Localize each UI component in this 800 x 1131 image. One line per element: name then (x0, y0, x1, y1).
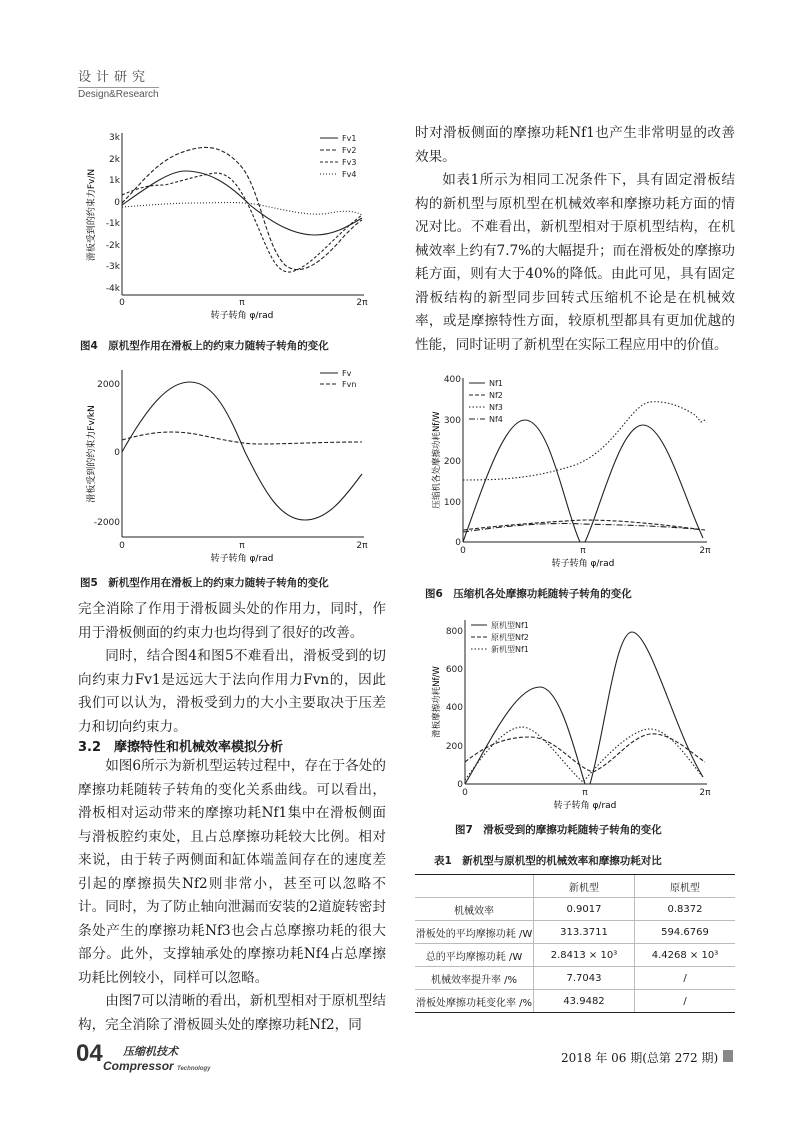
fig6-legend: Nf4 (489, 415, 503, 424)
table-header-row (415, 875, 735, 898)
table-cell: 313.3711 (534, 921, 635, 944)
fig6-xtick: π (580, 546, 586, 556)
table-row (415, 967, 735, 990)
right-p1: 时对滑板侧面的摩擦功耗Nf1也产生非常明显的改善效果。 (415, 125, 735, 165)
fig4-ytick: 0 (114, 198, 120, 208)
issue-info: 2018 年 06 期(总第 272 期) (561, 1051, 719, 1065)
fig6-series-Nf2 (463, 520, 705, 530)
left-paragraphs (78, 598, 386, 739)
table-cell: 7.7043 (534, 967, 635, 990)
fig7-legend: 新机型Nf1 (491, 645, 529, 654)
table-cell: 机械效率提升率 /% (415, 967, 534, 990)
fig5-caption: 图5 新机型作用在滑板上的约束力随转子转角的变化 (80, 577, 329, 589)
table-header-cell (415, 875, 534, 898)
table-row (415, 898, 735, 921)
page-number (76, 1040, 103, 1068)
fig7-legend: 原机型Nf2 (491, 633, 529, 642)
table-cell: 4.4268 × 10³ (635, 944, 736, 967)
fig6-ylabel: 压缩机各处摩擦功耗Nf/W (432, 411, 442, 509)
table-cell: 0.9017 (534, 898, 635, 921)
fig4-legend: Fv2 (342, 146, 357, 155)
magazine-name-sub: Technology (177, 1066, 211, 1072)
fig4-ytick: -4k (105, 284, 120, 294)
table-cell: 43.9482 (534, 990, 635, 1013)
fig6-xlabel: 转子转角 φ/rad (551, 559, 615, 569)
table-cell: 滑板处摩擦功耗变化率 /% (415, 990, 534, 1013)
fig5-xtick: 0 (119, 541, 125, 551)
left-paragraphs-2 (78, 755, 386, 1037)
fig5-xtick: 2π (356, 541, 368, 551)
header-title: 设计研究 (78, 70, 151, 85)
fig7-ytick: 200 (445, 742, 463, 752)
fig4-ytick: -1k (105, 219, 120, 229)
left-p2: 同时，结合图4和图5不难看出，滑板受到的切向约束力Fv1是远远大于法向作用力Fvn的，因此我们可以认为，滑板受到力的大小主要取决于压差力和切向约束力。 (78, 648, 386, 735)
fig4-xtick: 2π (356, 298, 368, 308)
fig7-ytick: 800 (445, 627, 463, 637)
fig4-ytick: -3k (105, 262, 120, 272)
fig5-series-Fvn (122, 432, 362, 444)
fig7-legend: 原机型Nf1 (491, 621, 529, 630)
page-number-text: 04 (76, 1040, 103, 1067)
header-subtitle: Design&Research (78, 89, 159, 100)
fig7-ytick: 600 (445, 665, 463, 675)
fig7-xtick: 2π (699, 788, 711, 798)
table-cell: 滑板处的平均摩擦功耗 /W (415, 921, 534, 944)
fig4-series-Fv4 (122, 203, 362, 216)
table-cell: 0.8372 (635, 898, 736, 921)
fig6-ytick: 300 (443, 416, 461, 426)
fig4-series-Fv2 (122, 147, 362, 269)
figure-6 (425, 370, 725, 570)
fig7-ytick: 0 (457, 780, 463, 790)
fig7-xtick: 0 (462, 788, 468, 798)
fig5-ytick: 0 (114, 448, 120, 458)
fig4-legend: Fv1 (342, 134, 357, 143)
fig5-xtick: π (239, 541, 245, 551)
fig5-series-Fv (122, 382, 362, 520)
comparison-table (415, 874, 735, 1013)
fig4-series-Fv3 (122, 173, 362, 272)
fig6-series-Nf1 (463, 420, 703, 542)
fig7-series-orig-Nf2 (465, 734, 705, 772)
table-cell: 2.8413 × 10³ (534, 944, 635, 967)
fig7-ylabel: 滑板摩擦功耗Nf/W (432, 666, 442, 738)
fig4-legend: Fv3 (342, 158, 357, 167)
figure-4 (80, 125, 380, 330)
fig4-ytick: 1k (109, 176, 120, 186)
magazine-logo (103, 1043, 210, 1073)
fig5-legend: Fvn (342, 380, 357, 389)
left-p3: 如图6所示为新机型运转过程中，存在于各处的摩擦功耗随转子转角的变化关系曲线。可以看出，滑板相对运动带来的摩擦功耗Nf1集中在滑板侧面与滑板腔约束处，且占总摩擦功耗较大比例。相对来说，由于转子两侧面和缸体端盖间存在的速度差引起的摩擦损失Nf2则非常小，甚至可以忽略不计。同时，为了防止轴向泄漏而安装的2道旋转密封条处产生的摩擦功耗Nf3也会占总摩擦功耗的很大部分。此外，支撑轴承处的摩擦功耗Nf4占总摩擦功耗比例较小，同样可以忽略。 (78, 758, 386, 986)
table-cell: 总的平均摩擦功耗 /W (415, 944, 534, 967)
fig6-ytick: 200 (443, 457, 461, 467)
fig5-ytick: -2000 (93, 518, 120, 528)
journal-header (78, 66, 159, 100)
left-p1: 完全消除了作用于滑板圆头处的作用力，同时，作用于滑板侧面的约束力也均得到了很好的改善。 (78, 601, 386, 641)
table-cell: / (635, 967, 736, 990)
fig4-ytick: -2k (105, 241, 120, 251)
table-row (415, 921, 735, 944)
table-row (415, 990, 735, 1013)
section-heading: 3.2 摩擦特性和机械效率模拟分析 (78, 740, 284, 755)
magazine-name-en (103, 1059, 210, 1073)
fig4-ylabel: 滑板受到的约束力Fv/N (87, 168, 97, 262)
table-title: 表1 新机型与原机型的机械效率和摩擦功耗对比 (434, 855, 662, 867)
fig6-series-Nf3 (463, 402, 705, 480)
table-cell: 机械效率 (415, 898, 534, 921)
fig6-ytick: 400 (443, 375, 461, 385)
fig6-xtick: 0 (460, 546, 466, 556)
fig6-xtick: 2π (699, 546, 711, 556)
fig5-legend: Fv (342, 369, 352, 378)
magazine-name-en-text: Compressor (103, 1059, 174, 1073)
table-row (415, 944, 735, 967)
fig4-axes (122, 133, 364, 295)
fig4-legend: Fv4 (342, 170, 357, 179)
fig5-ytick: 2000 (97, 380, 120, 390)
fig4-caption: 图4 原机型作用在滑板上的约束力随转子转角的变化 (80, 340, 329, 352)
fig4-xlabel: 转子转角 φ/rad (210, 311, 274, 321)
figure-5 (80, 362, 380, 567)
fig6-legend: Nf1 (489, 379, 503, 388)
table-header-cell: 新机型 (534, 875, 635, 898)
fig6-legend: Nf3 (489, 403, 503, 412)
fig7-xlabel: 转子转角 φ/rad (553, 801, 617, 811)
left-p4: 由图7可以清晰的看出，新机型相对于原机型结构，完全消除了滑板圆头处的摩擦功耗Nf2，同 (78, 993, 386, 1033)
right-p2: 如表1所示为相同工况条件下，具有固定滑板结构的新机型与原机型在机械效率和摩擦功耗方面的情况对比。不难看出，新机型相对于原机型结构，在机械效率上约有7.7%的大幅提升；而在滑板处的摩擦功耗方面，则有大于40%的降低。由此可见，具有固定滑板结构的新型同步回转式压缩机不论是在机械效率，或是摩擦特性方面，较原机型都具有更加优越的性能，同时证明了新机型在实际工程应用中的价值。 (415, 172, 736, 353)
table-header-cell: 原机型 (635, 875, 736, 898)
fig4-xtick: 0 (119, 298, 125, 308)
fig7-caption: 图7 滑板受到的摩擦功耗随转子转角的变化 (455, 824, 662, 836)
table-cell: 594.6769 (635, 921, 736, 944)
fig4-ytick: 2k (109, 155, 120, 165)
fig5-ylabel: 滑板受到的约束力Fv/kN (87, 405, 97, 503)
magazine-name-cn: 压缩机技术 (123, 1045, 178, 1058)
fig6-ytick: 0 (455, 538, 461, 548)
table-cell: / (635, 990, 736, 1013)
fig7-xtick: π (582, 788, 588, 798)
fig5-xlabel: 转子转角 φ/rad (210, 554, 274, 564)
fig7-series-new-Nf1 (465, 727, 703, 782)
fig6-caption: 图6 压缩机各处摩擦功耗随转子转角的变化 (425, 588, 632, 600)
fig6-legend: Nf2 (489, 391, 503, 400)
fig4-ytick: 3k (109, 133, 120, 143)
corner-square (723, 1050, 733, 1062)
fig7-ytick: 400 (445, 703, 463, 713)
figure-7 (425, 612, 725, 812)
fig4-xtick: π (239, 298, 245, 308)
fig6-ytick: 100 (443, 498, 461, 508)
right-paragraphs (415, 122, 735, 357)
fig7-series-orig-Nf1 (465, 632, 703, 784)
fig6-series-Nf4 (463, 523, 705, 532)
